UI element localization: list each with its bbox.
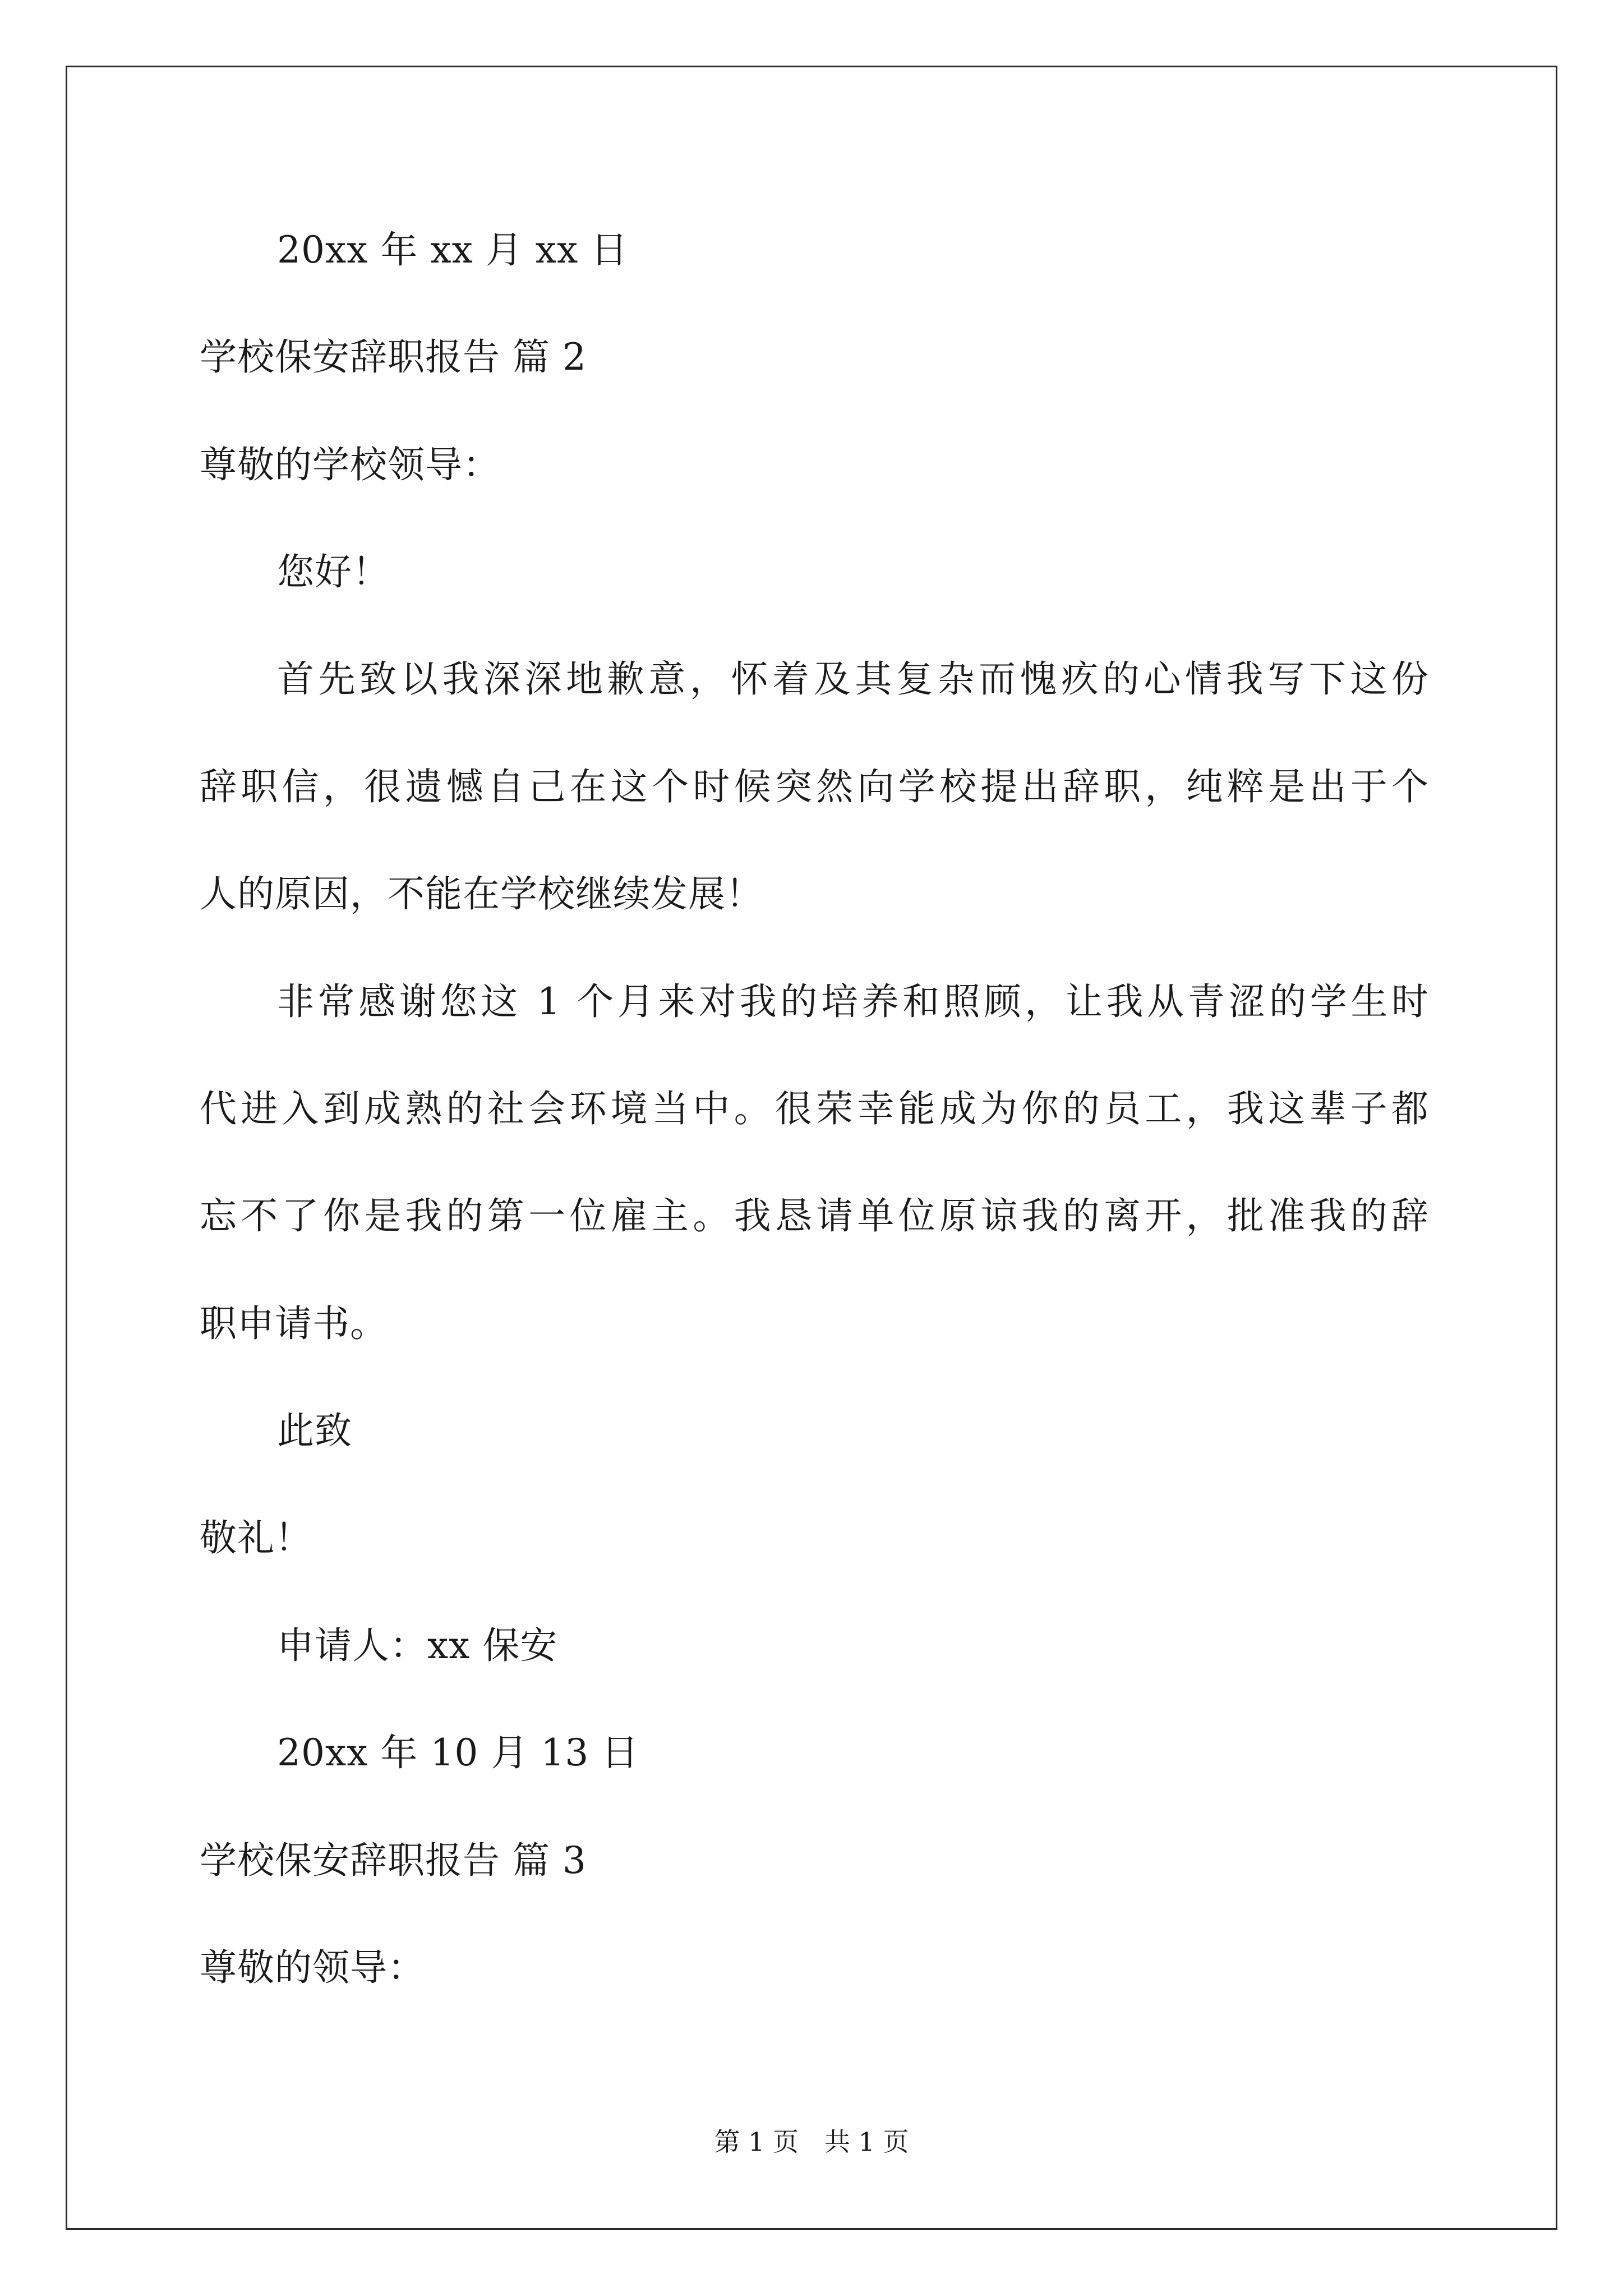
date-line: 20xx 年 xx 月 xx 日 bbox=[277, 228, 629, 272]
page-footer: 第 1 页 共 1 页 bbox=[714, 2127, 909, 2157]
salutation-2: 尊敬的领导： bbox=[200, 1946, 425, 1989]
body-paragraph-1-line-2: 辞职信，很遗憾自己在这个时候突然向学校提出辞职，纯粹是出于个 bbox=[200, 765, 1429, 808]
page-border bbox=[66, 66, 1557, 2230]
salutation: 尊敬的学校领导： bbox=[200, 443, 500, 486]
body-paragraph-1-line-3: 人的原因，不能在学校继续发展！ bbox=[200, 872, 763, 915]
greeting: 您好！ bbox=[277, 550, 390, 593]
body-paragraph-1-line-1: 首先致以我深深地歉意，怀着及其复杂而愧疚的心情我写下这份 bbox=[277, 657, 1429, 701]
closing-phrase: 此致 bbox=[277, 1409, 352, 1452]
section-heading-2: 学校保安辞职报告 篇 2 bbox=[200, 335, 587, 379]
body-paragraph-2-line-2: 代进入到成熟的社会环境当中。很荣幸能成为你的员工，我这辈子都 bbox=[200, 1087, 1429, 1130]
signature-date: 20xx 年 10 月 13 日 bbox=[277, 1731, 639, 1774]
closing-salute: 敬礼！ bbox=[200, 1516, 312, 1559]
body-paragraph-2-line-1: 非常感谢您这 1 个月来对我的培养和照顾，让我从青涩的学生时 bbox=[277, 980, 1429, 1023]
body-paragraph-2-line-4: 职申请书。 bbox=[200, 1302, 388, 1345]
section-heading-3: 学校保安辞职报告 篇 3 bbox=[200, 1839, 587, 1882]
body-paragraph-2-line-3: 忘不了你是我的第一位雇主。我恳请单位原谅我的离开，批准我的辞 bbox=[200, 1194, 1429, 1237]
applicant-signature: 申请人：xx 保安 bbox=[277, 1624, 558, 1667]
